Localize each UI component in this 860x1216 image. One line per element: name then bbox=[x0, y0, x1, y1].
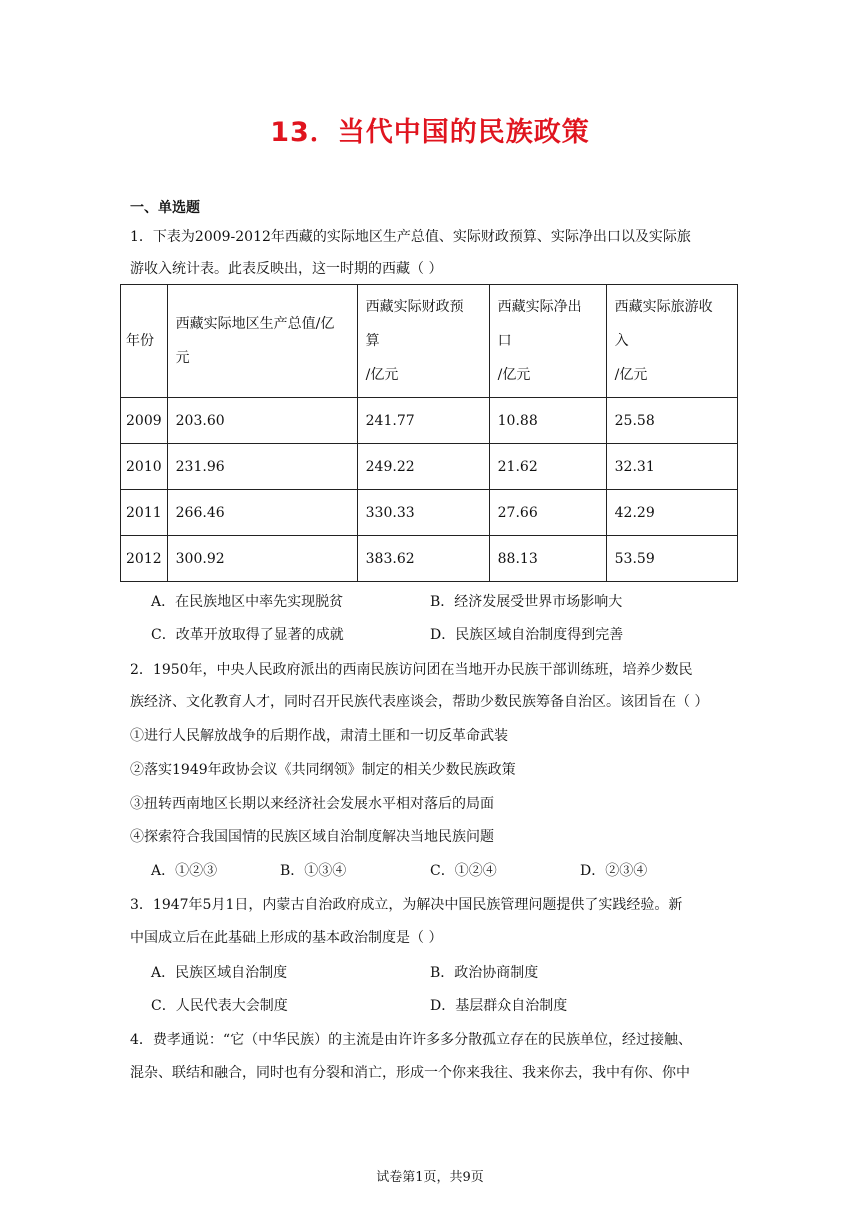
q2-option-a[interactable]: A．①②③ bbox=[151, 863, 218, 879]
table-cell: 21.62 bbox=[489, 444, 606, 490]
table-cell: 10.88 bbox=[489, 398, 606, 444]
q2-option-c[interactable]: C．①②④ bbox=[430, 863, 497, 879]
header-cell-tourism: 西藏实际旅游收 入 /亿元 bbox=[606, 285, 737, 398]
table-cell: 300.92 bbox=[167, 536, 357, 582]
q2-stem-line1: 2．1950年，中央人民政府派出的西南民族访问团在当地开办民族干部训练班，培养少数民 bbox=[130, 662, 693, 678]
table-cell: 53.59 bbox=[606, 536, 737, 582]
q2-stem-line2: 族经济、文化教育人才，同时召开民族代表座谈会，帮助少数民族筹备自治区。该团旨在（ ） bbox=[130, 694, 709, 710]
q2-option-b[interactable]: B．①③④ bbox=[280, 863, 347, 879]
table-header-row bbox=[121, 285, 738, 398]
q4-stem-line1: 4．费孝通说：“它（中华民族）的主流是由许许多多分散孤立存在的民族单位，经过接触、 bbox=[130, 1032, 693, 1048]
table-row bbox=[121, 536, 738, 582]
q2-item-4: ④探索符合我国国情的民族区域自治制度解决当地民族问题 bbox=[130, 829, 494, 845]
table-cell: 27.66 bbox=[489, 490, 606, 536]
table-cell: 241.77 bbox=[357, 398, 489, 444]
table-cell: 2010 bbox=[121, 444, 168, 490]
q1-stem-line1: 1．下表为2009-2012年西藏的实际地区生产总值、实际财政预算、实际净出口以及实际旅 bbox=[130, 229, 691, 245]
table-cell: 32.31 bbox=[606, 444, 737, 490]
q3-stem-line1: 3．1947年5月1日，内蒙古自治政府成立，为解决中国民族管理问题提供了实践经验。新 bbox=[130, 897, 683, 913]
q1-option-d[interactable]: D．民族区域自治制度得到完善 bbox=[430, 627, 624, 643]
page-footer: 试卷第1页，共9页 bbox=[376, 1170, 484, 1185]
table-cell: 203.60 bbox=[167, 398, 357, 444]
table-row bbox=[121, 444, 738, 490]
page-title: 13．当代中国的民族政策 bbox=[270, 117, 590, 148]
table-cell: 2011 bbox=[121, 490, 168, 536]
q2-item-3: ③扭转西南地区长期以来经济社会发展水平相对落后的局面 bbox=[130, 796, 494, 812]
table-cell: 231.96 bbox=[167, 444, 357, 490]
table-cell: 42.29 bbox=[606, 490, 737, 536]
table-cell: 383.62 bbox=[357, 536, 489, 582]
table-cell: 330.33 bbox=[357, 490, 489, 536]
q2-item-1: ①进行人民解放战争的后期作战，肃清土匪和一切反革命武装 bbox=[130, 728, 508, 744]
table-row bbox=[121, 490, 738, 536]
q3-option-c[interactable]: C．人民代表大会制度 bbox=[151, 998, 288, 1014]
q3-option-d[interactable]: D．基层群众自治制度 bbox=[430, 998, 568, 1014]
q3-stem-line2: 中国成立后在此基础上形成的基本政治制度是（ ） bbox=[130, 930, 443, 946]
table-cell: 25.58 bbox=[606, 398, 737, 444]
statistics-table bbox=[120, 284, 738, 582]
q3-option-a[interactable]: A．民族区域自治制度 bbox=[151, 965, 288, 981]
table-row bbox=[121, 398, 738, 444]
q3-option-b[interactable]: B．政治协商制度 bbox=[430, 965, 539, 981]
header-cell-gdp: 西藏实际地区生产总值/亿 元 bbox=[167, 285, 357, 398]
q1-option-b[interactable]: B．经济发展受世界市场影响大 bbox=[430, 594, 623, 610]
q2-option-d[interactable]: D．②③④ bbox=[580, 863, 648, 879]
q2-item-2: ②落实1949年政协会议《共同纲领》制定的相关少数民族政策 bbox=[130, 762, 516, 778]
table-cell: 249.22 bbox=[357, 444, 489, 490]
q1-option-c[interactable]: C．改革开放取得了显著的成就 bbox=[151, 627, 344, 643]
q1-option-a[interactable]: A．在民族地区中率先实现脱贫 bbox=[151, 594, 344, 610]
table-cell: 88.13 bbox=[489, 536, 606, 582]
table-cell: 266.46 bbox=[167, 490, 357, 536]
section-heading: 一、单选题 bbox=[130, 200, 200, 216]
q1-stem-line2: 游收入统计表。此表反映出，这一时期的西藏（ ） bbox=[130, 261, 443, 277]
header-cell-export: 西藏实际净出 口 /亿元 bbox=[489, 285, 606, 398]
table-cell: 2009 bbox=[121, 398, 168, 444]
header-cell-budget: 西藏实际财政预 算 /亿元 bbox=[357, 285, 489, 398]
header-cell-year: 年份 bbox=[121, 285, 168, 398]
q4-stem-line2: 混杂、联结和融合，同时也有分裂和消亡，形成一个你来我往、我来你去，我中有你、你中 bbox=[130, 1065, 690, 1081]
table-cell: 2012 bbox=[121, 536, 168, 582]
